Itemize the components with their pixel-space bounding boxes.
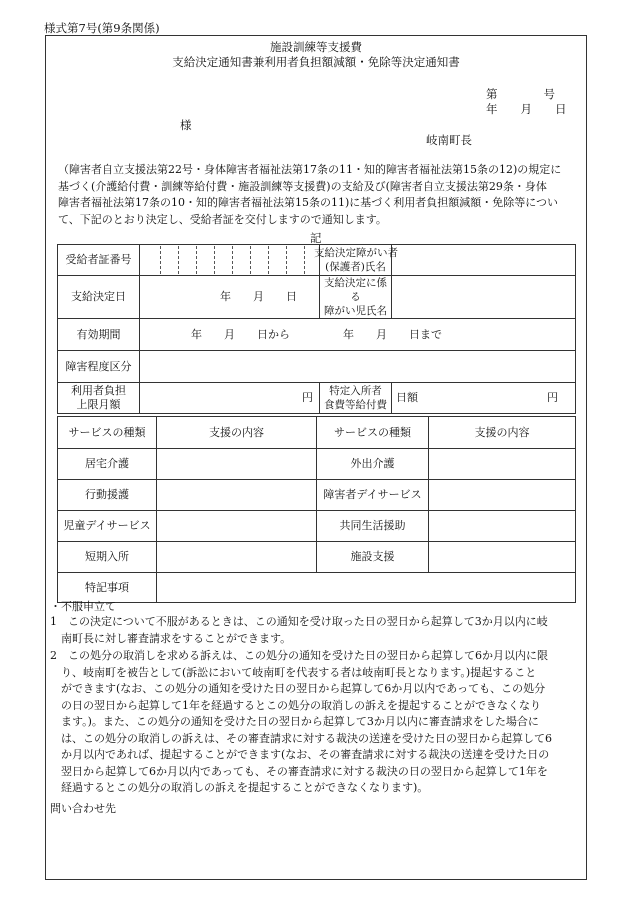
child-label-line: 障がい児氏名 xyxy=(324,305,387,317)
service-type: 児童デイサービス xyxy=(58,511,157,542)
meal-label-line: 食費等給付費 xyxy=(324,399,387,411)
appeal-line: 1 この決定について不服があるときは、この通知を受け取った日の翌日から起算して3か月以内に岐 xyxy=(50,615,548,628)
date-line: 年 月 日 xyxy=(486,102,567,116)
appeal-line: か月以内であれば、提起することができます(なお、その審査請求に対する裁決の送達を受けた日の xyxy=(50,748,550,761)
appeal-line: 2 この処分の取消しを求める訴えは、この処分の通知を受けた日の翌日から起算して6か月以内に限 xyxy=(50,649,548,662)
validity-label: 有効期間 xyxy=(58,319,140,351)
validity-from: 年 月 日から xyxy=(191,327,290,341)
validity-field[interactable] xyxy=(140,319,576,351)
meal-label-line: 特定入所者 xyxy=(329,385,382,397)
support-content-field[interactable] xyxy=(429,511,576,542)
intro-line: （障害者自立支援法第22号・身体障害者福祉法第17条の11・知的障害者福祉法第15条の12)の規定に xyxy=(58,163,562,176)
disability-level-field[interactable] xyxy=(140,351,576,383)
service-type: 施設支援 xyxy=(317,542,429,573)
support-content-field[interactable] xyxy=(429,449,576,480)
intro-line: 基づく(介護給付費・訓練等給付費・施設訓練等支援費)の支給及び(障害者自立支援法第29条・身体 xyxy=(58,179,547,193)
special-notes-label: 特記事項 xyxy=(58,573,157,603)
header-support-content: 支援の内容 xyxy=(429,417,576,449)
limit-label xyxy=(58,383,140,414)
support-content-field[interactable] xyxy=(157,480,317,511)
service-type: 共同生活援助 xyxy=(317,511,429,542)
service-type: 居宅介護 xyxy=(58,449,157,480)
number-line: 第 号 xyxy=(486,87,555,101)
limit-field[interactable]: 円 xyxy=(140,383,320,414)
intro-paragraph xyxy=(58,162,561,228)
support-content-field[interactable] xyxy=(429,480,576,511)
service-type: 短期入所 xyxy=(58,542,157,573)
support-content-field[interactable] xyxy=(157,542,317,573)
header-service-type: サービスの種類 xyxy=(58,417,157,449)
appeal-line: り、岐南町を被告として(訴訟において岐南町を代表する者は岐南町長となります。)提起すること xyxy=(50,665,537,679)
support-content-field[interactable] xyxy=(157,449,317,480)
appeal-line: ができます(なお、この処分の通知を受けた日の翌日から起算して6か月以内であっても、この処分 xyxy=(50,682,546,695)
meal-field[interactable] xyxy=(392,383,576,414)
info-table xyxy=(57,244,576,414)
guardian-name-label xyxy=(314,245,398,276)
issuer: 岐南町長 xyxy=(426,133,472,147)
guardian-label-line: (保護者)氏名 xyxy=(325,261,386,273)
guardian-name-field[interactable] xyxy=(392,245,576,276)
header-support-content: 支援の内容 xyxy=(157,417,317,449)
limit-label-line: 利用者負担 xyxy=(71,384,126,397)
daily-label: 日額 xyxy=(396,391,418,404)
ki-heading: 記 xyxy=(310,231,322,245)
appeal-line: 経過するとこの処分の取消しの訴えを提起することができなくなります)。 xyxy=(50,781,429,794)
daily-yen: 円 xyxy=(547,391,558,404)
appeal-line: ます。)。また、この処分の通知を受けた日の翌日から起算して3か月以内に審査請求をした場合に xyxy=(50,715,539,728)
limit-label-line: 上限月額 xyxy=(76,398,121,411)
title-line-2: 支給決定通知書兼利用者負担額減額・免除等決定通知書 xyxy=(172,55,460,69)
child-name-label xyxy=(320,276,392,319)
intro-line: 障害者福祉法第17条の10・知的障害者福祉法第15条の11)に基づく利用者負担額減額・免除等につい xyxy=(58,196,559,209)
contact-label: 問い合わせ先 xyxy=(50,802,116,815)
appeal-line: は、この処分の取消しの訴えは、その審査請求に対する裁決の送達を受けた日の翌日から起算して6 xyxy=(50,731,552,745)
guardian-label-line: 支給決定障がい者 xyxy=(314,247,398,259)
addressee-suffix: 様 xyxy=(180,118,192,132)
services-table xyxy=(57,416,576,603)
decision-date-field[interactable]: 年 月 日 xyxy=(140,276,320,319)
validity-to: 年 月 日まで xyxy=(343,327,442,341)
appeal-item-1 xyxy=(50,614,548,647)
header-service-type: サービスの種類 xyxy=(317,417,429,449)
meal-label xyxy=(320,383,392,414)
appeal-line: 翌日から起算して6か月以内であっても、その審査請求に対する裁決の日の翌日から起算して1年を xyxy=(50,764,548,778)
recipient-no-field[interactable] xyxy=(140,245,320,276)
service-type: 行動援護 xyxy=(58,480,157,511)
recipient-no-label: 受給者証番号 xyxy=(58,245,140,276)
appeal-heading: ・不服申立て xyxy=(50,600,116,613)
support-content-field[interactable] xyxy=(157,511,317,542)
decision-date-label: 支給決定日 xyxy=(58,276,140,319)
appeal-line: 南町長に対し審査請求をすることができます。 xyxy=(50,631,292,645)
support-content-field[interactable] xyxy=(429,542,576,573)
child-name-field[interactable] xyxy=(392,276,576,319)
special-notes-field[interactable] xyxy=(157,573,576,603)
service-type: 外出介護 xyxy=(317,449,429,480)
intro-line: て、下記のとおり決定し、受給者証を交付しますので通知します。 xyxy=(58,212,387,226)
form-label: 様式第7号(第9条関係) xyxy=(44,21,160,35)
child-label-line: 支給決定に係る xyxy=(324,277,387,303)
service-type: 障害者デイサービス xyxy=(317,480,429,511)
appeal-line: の日の翌日から起算して1年を経過するとこの処分の取消しの訴えを提起することができなくなり xyxy=(50,698,541,712)
title-line-1: 施設訓練等支援費 xyxy=(270,40,362,54)
appeal-item-2 xyxy=(50,648,552,797)
disability-level-label: 障害程度区分 xyxy=(58,351,140,383)
